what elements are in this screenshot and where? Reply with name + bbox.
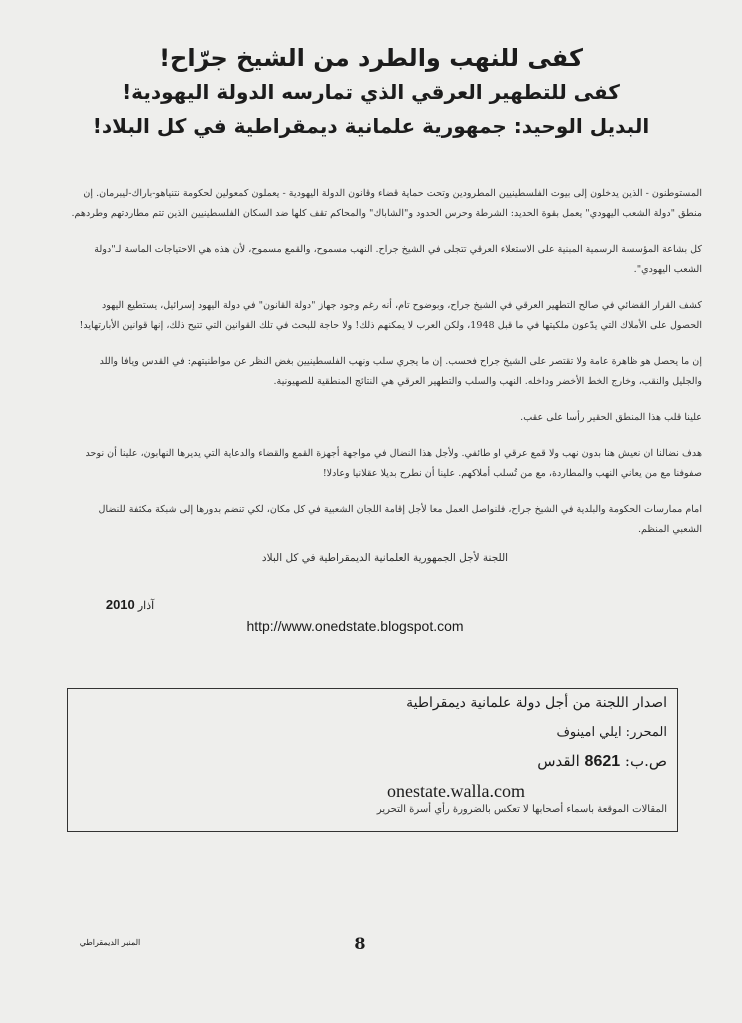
footer-publication-name: المنبر الديمقراطي [79,938,141,947]
page-number: 8 [354,934,366,953]
paragraph: إن ما يحصل هو ظاهرة عامة ولا تقتصر على الشيخ جراح فحسب. إن ما يجري سلب ونهب الفلسطينيين بغض النظر عن مواطنيتهم: في القدس ويافا واللد والجليل والنقب، وخارج الخط الأخضر وداخله. النهب والسلب والتطهير العرقي هي النتائج المنطقية للصهيونية. [99,356,702,387]
committee-signature: اللجنة لأجل الجمهورية العلمانية الديمقراطية في كل البلاد [261,552,509,564]
disclaimer-line: المقالات الموقعة باسماء أصحابها لا تعكس بالضرورة رأي أسرة التحرير [376,804,667,815]
headline-1: كفى للنهب والطرد من الشيخ جرّاح! [159,44,583,72]
publication-date [70,597,190,612]
paragraph: علينا قلب هذا المنطق الحقير رأسا على عقب. [520,412,702,423]
pobox-line [78,752,667,771]
headline-3: البديل الوحيد: جمهورية علمانية ديمقراطية في كل البلاد! [92,114,650,139]
paragraph: كشف القرار القضائي في صالح التطهير العرقي في الشيخ جراح، وبوضوح تام، أنه رغم وجود جهاز "دولة القانون" في دولة اليهود إسرائيل، يستطيع اليهود الحصول على الأملاك التي يدّعون ملكيتها في ما قبل 1948، ولكن العرب لا يمكنهم ذلك! ولا حاجة للبحث في تلك القوانين التي تتيح ذلك، إنها قوانين الأبارتهايد! [79,300,702,331]
paragraph: المستوطنون - الذين يدخلون إلى بيوت الفلسطينيين المطرودين وتحت حماية قضاء وقانون الدولة اليهودية - يعملون كمعولين لحكومة نتنياهو-باراك-ليبرمان. إن منطق "دولة الشعب اليهودي" يعمل بقوة الحديد: الشرطة وحرس الحدود و"الشاباك" والمحاكم تقف كلها ضد السكان الفلسطينيين الذين تتم مطاردتهم وطردهم. [71,188,702,219]
blog-url: http://www.onedstate.blogspot.com [246,618,464,634]
paragraph: كل بشاعة المؤسسة الرسمية المبنية على الاستعلاء العرقي تتجلى في الشيخ جراح. النهب مسموح، والقمع مسموح، لأن هذه هي الاحتياجات الماسة لـ"دولة الشعب اليهودي". [94,244,702,275]
website-line: onestate.walla.com [387,781,525,801]
editor-line: المحرر: ايلي امينوف [556,725,667,740]
publisher-box [67,688,678,832]
pobox-prefix: ص.ب: [624,752,667,770]
date-month: آذار [137,600,155,612]
paragraph: امام ممارسات الحكومة والبلدية في الشيخ جراح، فلنواصل العمل معا لأجل إقامة اللجان الشعبية في كل مكان، لكي تنضم بدورها إلى شبكة مكثفة للنضال الشعبي المنظم. [98,504,702,535]
article-body [70,184,702,556]
headline-2: كفى للتطهير العرقي الذي تمارسه الدولة اليهودية! [122,80,620,105]
paragraph: هدف نضالنا ان نعيش هنا بدون نهب ولا قمع عرقي او طائفي. ولأجل هذا النضال في مواجهة أجهزة القمع والقضاء والدعاية التي يديرها النهابون، علينا أن نوحد صفوفنا مع من يعاني النهب والمطاردة، مع من تُسلب أملاكهم. علينا أن نطرح بديلا عقلانيا وعادلا! [85,448,702,479]
pobox-number: 8621 [584,753,621,770]
publisher-line: اصدار اللجنة من أجل دولة علمانية ديمقراطية [406,695,667,711]
date-year: 2010 [105,597,135,612]
pobox-city: القدس [537,752,580,770]
headlines [80,45,662,137]
